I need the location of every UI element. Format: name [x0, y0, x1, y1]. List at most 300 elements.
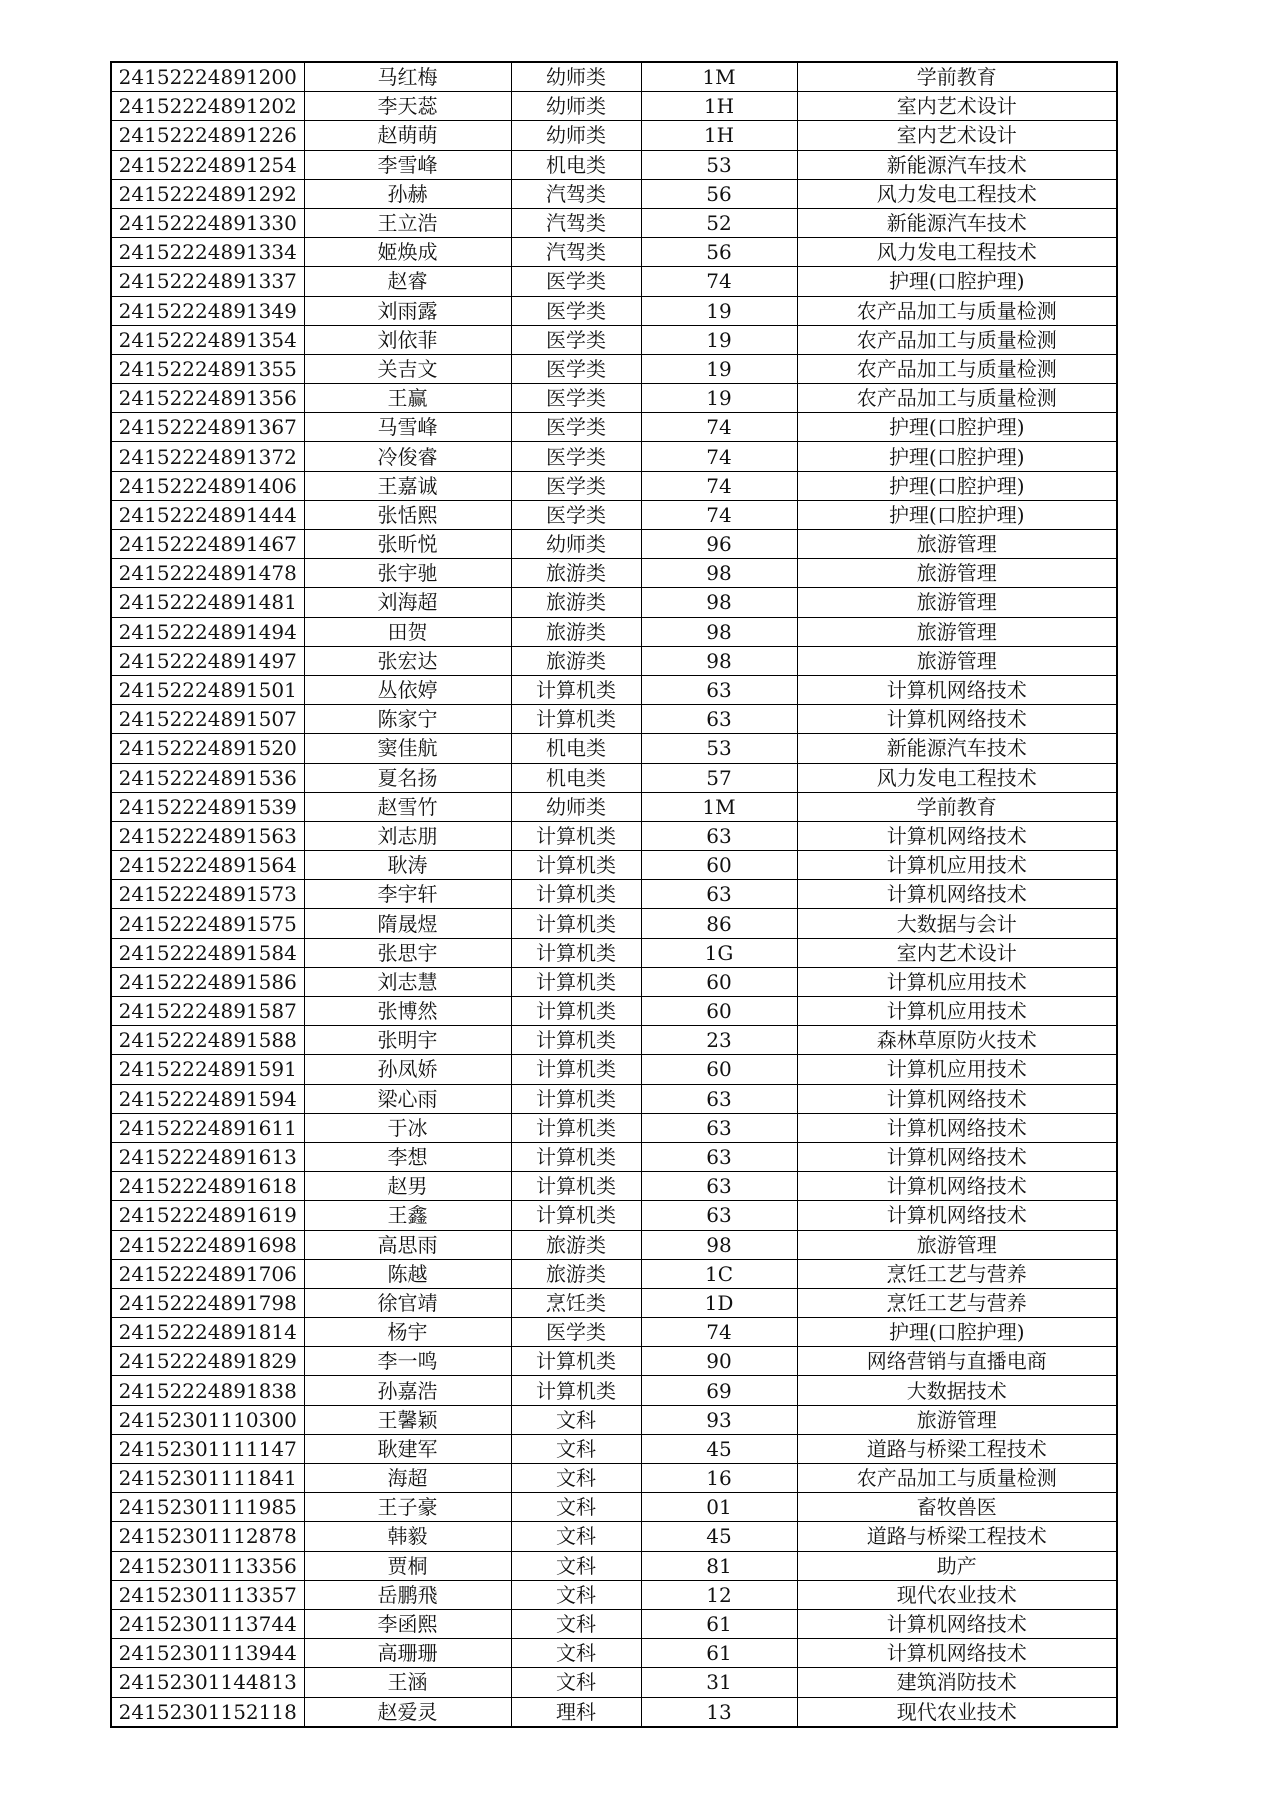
major-name-cell: 计算机应用技术 [797, 997, 1117, 1026]
student-id-cell: 24152224891478 [111, 559, 304, 588]
major-code-cell: 63 [641, 821, 797, 850]
student-id-cell: 24152224891573 [111, 880, 304, 909]
student-name-cell: 于冰 [304, 1113, 511, 1142]
table-row [111, 296, 1117, 325]
category-cell: 机电类 [511, 734, 641, 763]
category-cell: 文科 [511, 1639, 641, 1668]
major-code-cell: 60 [641, 967, 797, 996]
major-name-cell: 新能源汽车技术 [797, 734, 1117, 763]
major-code-cell: 63 [641, 880, 797, 909]
student-name-cell: 赵男 [304, 1172, 511, 1201]
category-cell: 汽驾类 [511, 208, 641, 237]
major-name-cell: 计算机应用技术 [797, 851, 1117, 880]
student-name-cell: 张博然 [304, 997, 511, 1026]
major-code-cell: 98 [641, 646, 797, 675]
category-cell: 计算机类 [511, 1201, 641, 1230]
major-code-cell: 96 [641, 530, 797, 559]
table-row [111, 938, 1117, 967]
category-cell: 计算机类 [511, 909, 641, 938]
table-row [111, 1318, 1117, 1347]
major-name-cell: 风力发电工程技术 [797, 179, 1117, 208]
table-row [111, 325, 1117, 354]
student-id-cell: 24152301113744 [111, 1609, 304, 1638]
major-name-cell: 旅游管理 [797, 588, 1117, 617]
student-name-cell: 刘依菲 [304, 325, 511, 354]
student-name-cell: 陈越 [304, 1259, 511, 1288]
table-row [111, 1405, 1117, 1434]
major-name-cell: 计算机网络技术 [797, 675, 1117, 704]
student-id-cell: 24152224891829 [111, 1347, 304, 1376]
major-name-cell: 农产品加工与质量检测 [797, 325, 1117, 354]
major-name-cell: 农产品加工与质量检测 [797, 296, 1117, 325]
student-id-cell: 24152224891354 [111, 325, 304, 354]
category-cell: 文科 [511, 1551, 641, 1580]
student-id-cell: 24152224891501 [111, 675, 304, 704]
category-cell: 医学类 [511, 500, 641, 529]
table-row [111, 354, 1117, 383]
table-row [111, 617, 1117, 646]
table-row [111, 967, 1117, 996]
major-name-cell: 室内艺术设计 [797, 92, 1117, 121]
category-cell: 幼师类 [511, 62, 641, 92]
table-row [111, 1551, 1117, 1580]
table-row [111, 208, 1117, 237]
student-id-cell: 24152224891539 [111, 792, 304, 821]
major-name-cell: 计算机应用技术 [797, 1055, 1117, 1084]
student-name-cell: 耿建军 [304, 1434, 511, 1463]
category-cell: 幼师类 [511, 530, 641, 559]
student-id-cell: 24152224891584 [111, 938, 304, 967]
major-code-cell: 1M [641, 62, 797, 92]
category-cell: 汽驾类 [511, 179, 641, 208]
category-cell: 计算机类 [511, 967, 641, 996]
category-cell: 旅游类 [511, 646, 641, 675]
major-name-cell: 计算机网络技术 [797, 1201, 1117, 1230]
major-name-cell: 烹饪工艺与营养 [797, 1288, 1117, 1317]
category-cell: 烹饪类 [511, 1288, 641, 1317]
table-row [111, 1113, 1117, 1142]
major-name-cell: 计算机网络技术 [797, 1113, 1117, 1142]
major-name-cell: 室内艺术设计 [797, 938, 1117, 967]
category-cell: 医学类 [511, 267, 641, 296]
major-code-cell: 60 [641, 851, 797, 880]
student-name-cell: 王涵 [304, 1668, 511, 1697]
student-id-cell: 24152224891444 [111, 500, 304, 529]
major-name-cell: 学前教育 [797, 62, 1117, 92]
major-code-cell: 56 [641, 179, 797, 208]
major-code-cell: 86 [641, 909, 797, 938]
student-name-cell: 赵睿 [304, 267, 511, 296]
student-name-cell: 杨宇 [304, 1318, 511, 1347]
table-row [111, 500, 1117, 529]
table-row [111, 1084, 1117, 1113]
student-name-cell: 马红梅 [304, 62, 511, 92]
student-name-cell: 赵雪竹 [304, 792, 511, 821]
table-row [111, 588, 1117, 617]
student-id-cell: 24152301111841 [111, 1464, 304, 1493]
student-name-cell: 赵爱灵 [304, 1697, 511, 1727]
student-name-cell: 王馨颖 [304, 1405, 511, 1434]
major-code-cell: 63 [641, 1113, 797, 1142]
student-name-cell: 梁心雨 [304, 1084, 511, 1113]
student-id-cell: 24152224891200 [111, 62, 304, 92]
student-id-cell: 24152224891706 [111, 1259, 304, 1288]
major-code-cell: 98 [641, 617, 797, 646]
student-id-cell: 24152224891613 [111, 1142, 304, 1171]
table-row [111, 238, 1117, 267]
category-cell: 医学类 [511, 471, 641, 500]
major-name-cell: 新能源汽车技术 [797, 208, 1117, 237]
student-id-cell: 24152224891372 [111, 442, 304, 471]
table-row [111, 1026, 1117, 1055]
student-id-cell: 24152224891334 [111, 238, 304, 267]
student-name-cell: 孙凤娇 [304, 1055, 511, 1084]
major-code-cell: 63 [641, 1201, 797, 1230]
major-name-cell: 学前教育 [797, 792, 1117, 821]
category-cell: 汽驾类 [511, 238, 641, 267]
major-name-cell: 大数据技术 [797, 1376, 1117, 1405]
table-row [111, 909, 1117, 938]
major-code-cell: 93 [641, 1405, 797, 1434]
major-name-cell: 道路与桥梁工程技术 [797, 1522, 1117, 1551]
major-code-cell: 98 [641, 559, 797, 588]
student-name-cell: 刘志慧 [304, 967, 511, 996]
table-row [111, 880, 1117, 909]
category-cell: 旅游类 [511, 1259, 641, 1288]
student-name-cell: 田贺 [304, 617, 511, 646]
major-name-cell: 护理(口腔护理) [797, 1318, 1117, 1347]
major-code-cell: 45 [641, 1434, 797, 1463]
student-name-cell: 王子豪 [304, 1493, 511, 1522]
major-code-cell: 45 [641, 1522, 797, 1551]
table-row [111, 559, 1117, 588]
major-name-cell: 护理(口腔护理) [797, 442, 1117, 471]
student-id-cell: 24152224891587 [111, 997, 304, 1026]
major-name-cell: 旅游管理 [797, 617, 1117, 646]
category-cell: 计算机类 [511, 1026, 641, 1055]
student-id-cell: 24152301111147 [111, 1434, 304, 1463]
category-cell: 旅游类 [511, 559, 641, 588]
major-name-cell: 现代农业技术 [797, 1580, 1117, 1609]
major-code-cell: 16 [641, 1464, 797, 1493]
major-code-cell: 74 [641, 471, 797, 500]
table-row [111, 413, 1117, 442]
student-name-cell: 张思宇 [304, 938, 511, 967]
major-name-cell: 网络营销与直播电商 [797, 1347, 1117, 1376]
student-name-cell: 王赢 [304, 384, 511, 413]
major-name-cell: 旅游管理 [797, 530, 1117, 559]
category-cell: 计算机类 [511, 705, 641, 734]
table-row [111, 1668, 1117, 1697]
table-row [111, 1434, 1117, 1463]
student-name-cell: 李宇轩 [304, 880, 511, 909]
student-id-cell: 24152224891611 [111, 1113, 304, 1142]
student-name-cell: 陈家宁 [304, 705, 511, 734]
category-cell: 医学类 [511, 296, 641, 325]
major-code-cell: 69 [641, 1376, 797, 1405]
table-row [111, 1347, 1117, 1376]
student-id-cell: 24152224891814 [111, 1318, 304, 1347]
student-name-cell: 赵萌萌 [304, 121, 511, 150]
table-row [111, 1580, 1117, 1609]
major-name-cell: 助产 [797, 1551, 1117, 1580]
major-code-cell: 61 [641, 1639, 797, 1668]
major-name-cell: 计算机网络技术 [797, 1639, 1117, 1668]
category-cell: 幼师类 [511, 792, 641, 821]
table-row [111, 384, 1117, 413]
table-row [111, 1376, 1117, 1405]
student-id-cell: 24152224891564 [111, 851, 304, 880]
major-name-cell: 烹饪工艺与营养 [797, 1259, 1117, 1288]
major-name-cell: 计算机网络技术 [797, 1084, 1117, 1113]
major-code-cell: 63 [641, 1142, 797, 1171]
student-name-cell: 张明宇 [304, 1026, 511, 1055]
category-cell: 理科 [511, 1697, 641, 1727]
major-name-cell: 护理(口腔护理) [797, 413, 1117, 442]
table-row [111, 1464, 1117, 1493]
student-name-cell: 马雪峰 [304, 413, 511, 442]
student-id-cell: 24152301144813 [111, 1668, 304, 1697]
category-cell: 计算机类 [511, 1084, 641, 1113]
student-id-cell: 24152224891330 [111, 208, 304, 237]
student-id-cell: 24152224891594 [111, 1084, 304, 1113]
major-name-cell: 计算机网络技术 [797, 880, 1117, 909]
student-id-cell: 24152224891356 [111, 384, 304, 413]
table-row [111, 763, 1117, 792]
category-cell: 计算机类 [511, 1113, 641, 1142]
student-name-cell: 姬焕成 [304, 238, 511, 267]
student-name-cell: 丛依婷 [304, 675, 511, 704]
major-name-cell: 农产品加工与质量检测 [797, 354, 1117, 383]
major-code-cell: 74 [641, 267, 797, 296]
table-row [111, 821, 1117, 850]
student-name-cell: 张昕悦 [304, 530, 511, 559]
major-name-cell: 新能源汽车技术 [797, 150, 1117, 179]
category-cell: 文科 [511, 1580, 641, 1609]
student-name-cell: 韩毅 [304, 1522, 511, 1551]
student-name-cell: 夏名扬 [304, 763, 511, 792]
category-cell: 计算机类 [511, 1142, 641, 1171]
major-code-cell: 1G [641, 938, 797, 967]
student-name-cell: 李雪峰 [304, 150, 511, 179]
category-cell: 医学类 [511, 384, 641, 413]
student-name-cell: 李想 [304, 1142, 511, 1171]
major-code-cell: 56 [641, 238, 797, 267]
student-name-cell: 张恬熙 [304, 500, 511, 529]
student-id-cell: 24152224891520 [111, 734, 304, 763]
student-id-cell: 24152224891367 [111, 413, 304, 442]
student-id-cell: 24152224891588 [111, 1026, 304, 1055]
major-name-cell: 护理(口腔护理) [797, 267, 1117, 296]
student-id-cell: 24152224891226 [111, 121, 304, 150]
major-name-cell: 计算机网络技术 [797, 705, 1117, 734]
student-name-cell: 王嘉诚 [304, 471, 511, 500]
category-cell: 幼师类 [511, 121, 641, 150]
major-code-cell: 1H [641, 92, 797, 121]
table-row [111, 734, 1117, 763]
student-id-cell: 24152224891467 [111, 530, 304, 559]
category-cell: 机电类 [511, 150, 641, 179]
table-row [111, 1230, 1117, 1259]
category-cell: 文科 [511, 1464, 641, 1493]
category-cell: 计算机类 [511, 1376, 641, 1405]
table-row [111, 1522, 1117, 1551]
student-id-cell: 24152224891355 [111, 354, 304, 383]
student-id-cell: 24152224891575 [111, 909, 304, 938]
table-row [111, 442, 1117, 471]
student-name-cell: 刘海超 [304, 588, 511, 617]
student-id-cell: 24152224891202 [111, 92, 304, 121]
major-name-cell: 护理(口腔护理) [797, 471, 1117, 500]
category-cell: 医学类 [511, 413, 641, 442]
major-name-cell: 风力发电工程技术 [797, 763, 1117, 792]
category-cell: 医学类 [511, 354, 641, 383]
student-id-cell: 24152224891536 [111, 763, 304, 792]
major-name-cell: 护理(口腔护理) [797, 500, 1117, 529]
table-row [111, 1609, 1117, 1638]
major-code-cell: 23 [641, 1026, 797, 1055]
student-name-cell: 耿涛 [304, 851, 511, 880]
major-name-cell: 室内艺术设计 [797, 121, 1117, 150]
student-name-cell: 高思雨 [304, 1230, 511, 1259]
category-cell: 计算机类 [511, 938, 641, 967]
major-code-cell: 98 [641, 588, 797, 617]
table-row [111, 1639, 1117, 1668]
major-code-cell: 53 [641, 734, 797, 763]
category-cell: 旅游类 [511, 1230, 641, 1259]
major-code-cell: 74 [641, 413, 797, 442]
major-code-cell: 1D [641, 1288, 797, 1317]
student-name-cell: 刘志朋 [304, 821, 511, 850]
major-code-cell: 1M [641, 792, 797, 821]
student-id-cell: 24152224891563 [111, 821, 304, 850]
student-id-cell: 24152224891254 [111, 150, 304, 179]
student-name-cell: 徐官靖 [304, 1288, 511, 1317]
student-name-cell: 李天蕊 [304, 92, 511, 121]
category-cell: 计算机类 [511, 675, 641, 704]
major-code-cell: 74 [641, 500, 797, 529]
category-cell: 计算机类 [511, 997, 641, 1026]
major-name-cell: 旅游管理 [797, 1405, 1117, 1434]
table-row [111, 150, 1117, 179]
table-row [111, 1055, 1117, 1084]
student-id-cell: 24152224891798 [111, 1288, 304, 1317]
major-name-cell: 计算机应用技术 [797, 967, 1117, 996]
category-cell: 旅游类 [511, 588, 641, 617]
student-id-cell: 24152224891838 [111, 1376, 304, 1405]
major-code-cell: 13 [641, 1697, 797, 1727]
table-row [111, 62, 1117, 92]
admission-list-table [110, 61, 1118, 1728]
student-id-cell: 24152224891292 [111, 179, 304, 208]
table-row [111, 267, 1117, 296]
major-name-cell: 风力发电工程技术 [797, 238, 1117, 267]
table-row [111, 792, 1117, 821]
category-cell: 文科 [511, 1668, 641, 1697]
category-cell: 计算机类 [511, 1055, 641, 1084]
major-name-cell: 旅游管理 [797, 559, 1117, 588]
student-name-cell: 隋晟煜 [304, 909, 511, 938]
category-cell: 医学类 [511, 325, 641, 354]
major-code-cell: 19 [641, 384, 797, 413]
major-name-cell: 现代农业技术 [797, 1697, 1117, 1727]
student-id-cell: 24152224891618 [111, 1172, 304, 1201]
table-row [111, 705, 1117, 734]
student-id-cell: 24152301113356 [111, 1551, 304, 1580]
student-id-cell: 24152224891507 [111, 705, 304, 734]
major-code-cell: 61 [641, 1609, 797, 1638]
category-cell: 机电类 [511, 763, 641, 792]
table-body [111, 62, 1117, 1727]
student-name-cell: 孙赫 [304, 179, 511, 208]
table-row [111, 530, 1117, 559]
major-code-cell: 31 [641, 1668, 797, 1697]
student-name-cell: 刘雨露 [304, 296, 511, 325]
student-name-cell: 冷俊睿 [304, 442, 511, 471]
major-code-cell: 1H [641, 121, 797, 150]
category-cell: 幼师类 [511, 92, 641, 121]
table-row [111, 1142, 1117, 1171]
category-cell: 文科 [511, 1609, 641, 1638]
table-row [111, 471, 1117, 500]
table-row [111, 1259, 1117, 1288]
major-code-cell: 19 [641, 354, 797, 383]
major-name-cell: 计算机网络技术 [797, 821, 1117, 850]
category-cell: 文科 [511, 1493, 641, 1522]
major-name-cell: 计算机网络技术 [797, 1172, 1117, 1201]
major-name-cell: 计算机网络技术 [797, 1609, 1117, 1638]
major-name-cell: 大数据与会计 [797, 909, 1117, 938]
student-id-cell: 24152301113357 [111, 1580, 304, 1609]
student-name-cell: 海超 [304, 1464, 511, 1493]
major-code-cell: 63 [641, 675, 797, 704]
table-row [111, 179, 1117, 208]
student-name-cell: 张宏达 [304, 646, 511, 675]
major-code-cell: 19 [641, 325, 797, 354]
table-row [111, 851, 1117, 880]
student-name-cell: 李函熙 [304, 1609, 511, 1638]
major-code-cell: 52 [641, 208, 797, 237]
major-code-cell: 63 [641, 1084, 797, 1113]
student-id-cell: 24152224891349 [111, 296, 304, 325]
table-row [111, 1493, 1117, 1522]
student-name-cell: 窦佳航 [304, 734, 511, 763]
major-name-cell: 农产品加工与质量检测 [797, 1464, 1117, 1493]
major-code-cell: 60 [641, 997, 797, 1026]
category-cell: 旅游类 [511, 617, 641, 646]
major-code-cell: 90 [641, 1347, 797, 1376]
major-code-cell: 1C [641, 1259, 797, 1288]
student-id-cell: 24152224891497 [111, 646, 304, 675]
student-id-cell: 24152301152118 [111, 1697, 304, 1727]
major-name-cell: 旅游管理 [797, 1230, 1117, 1259]
category-cell: 计算机类 [511, 880, 641, 909]
student-name-cell: 关吉文 [304, 354, 511, 383]
major-code-cell: 12 [641, 1580, 797, 1609]
student-name-cell: 李一鸣 [304, 1347, 511, 1376]
major-name-cell: 计算机网络技术 [797, 1142, 1117, 1171]
table-row [111, 121, 1117, 150]
table-row [111, 92, 1117, 121]
category-cell: 医学类 [511, 1318, 641, 1347]
major-code-cell: 98 [641, 1230, 797, 1259]
table-row [111, 646, 1117, 675]
major-code-cell: 57 [641, 763, 797, 792]
student-name-cell: 张宇驰 [304, 559, 511, 588]
student-id-cell: 24152301110300 [111, 1405, 304, 1434]
category-cell: 医学类 [511, 442, 641, 471]
student-id-cell: 24152301112878 [111, 1522, 304, 1551]
